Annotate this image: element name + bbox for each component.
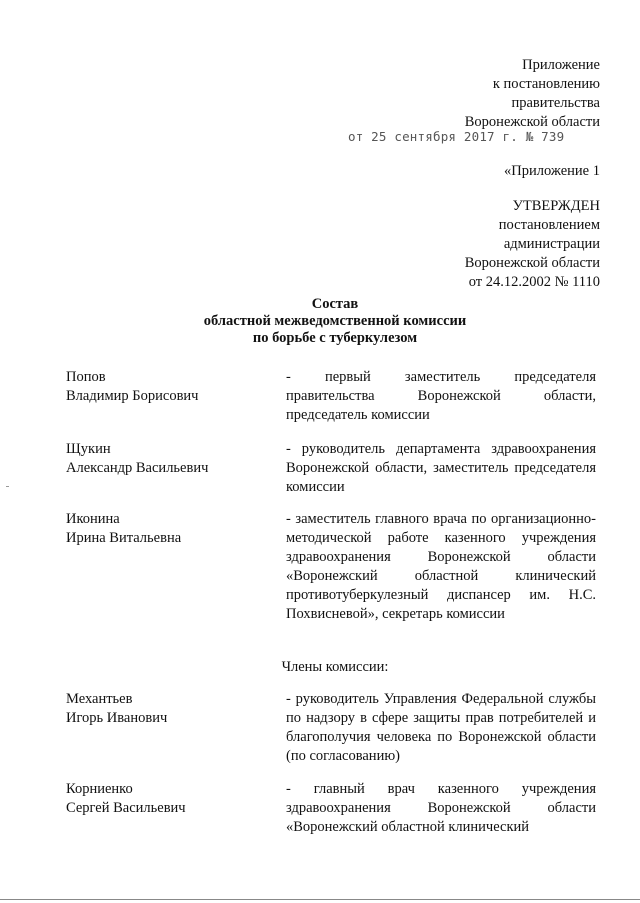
member-role: - первый заместитель председателя правительства Воронежской области, председатель комиссии	[286, 369, 596, 423]
leadership-list	[66, 368, 606, 624]
appendix-line-4: Воронежской области	[464, 114, 600, 130]
member-name	[66, 510, 286, 624]
appendix-line-3: правительства	[511, 95, 600, 111]
member-name	[66, 780, 286, 837]
appendix-line-2: к постановлению	[492, 76, 600, 92]
member-role: - главный врач казенного учреждения здравоохранения Воронежской области «Воронежский областной клинический	[286, 781, 596, 835]
appendix-1-label: «Приложение 1	[504, 163, 600, 179]
approved-line-3: Воронежской области	[464, 255, 600, 271]
date-stamp: от 25 сентября 2017 г. № 739	[348, 129, 565, 144]
member-surname: Иконина	[66, 511, 120, 527]
member-name	[66, 440, 286, 510]
title-line-3: по борьбе с туберкулезом	[252, 330, 418, 346]
member-row	[66, 368, 606, 440]
member-name	[66, 690, 286, 780]
document-title	[0, 296, 640, 347]
title-line-2: областной межведомственной комиссии	[203, 313, 467, 329]
member-surname: Корниенко	[66, 781, 133, 797]
approved-heading: УТВЕРЖДЕН	[512, 198, 600, 214]
member-name	[66, 368, 286, 440]
member-row	[66, 690, 606, 780]
approved-line-4: от 24.12.2002 № 1110	[468, 274, 600, 290]
member-given-name: Владимир Борисович	[66, 388, 199, 404]
member-surname: Щукин	[66, 441, 111, 457]
member-role: - руководитель департамента здравоохранения Воронежской области, заместитель председателя комиссии	[286, 441, 596, 495]
member-row	[66, 510, 606, 624]
appendix-line-1: Приложение	[522, 57, 600, 73]
member-role: - руководитель Управления Федеральной службы по надзору в сфере защиты прав потребителей и благополучия человека по Воронежской области (по согласованию)	[286, 691, 596, 764]
member-surname: Попов	[66, 369, 106, 385]
member-surname: Механтьев	[66, 691, 133, 707]
members-section-heading: Члены комиссии:	[281, 659, 389, 675]
member-row	[66, 440, 606, 510]
member-role: - заместитель главного врача по организационно-методической работе казенного учреждения здравоохранения Воронежской области «Воронежский областной клинический противотуберкулезный диспансер им. Н.С. Похвисневой», секретарь комиссии	[286, 511, 596, 622]
member-given-name: Александр Васильевич	[66, 460, 209, 476]
members-list	[66, 690, 606, 837]
member-given-name: Ирина Витальевна	[66, 530, 182, 546]
approved-line-2: администрации	[503, 236, 600, 252]
member-given-name: Сергей Васильевич	[66, 800, 186, 816]
title-line-1: Состав	[311, 296, 359, 312]
scan-edge-line	[0, 899, 640, 900]
approved-line-1: постановлением	[498, 217, 600, 233]
approval-block	[380, 197, 600, 292]
member-given-name: Игорь Иванович	[66, 710, 168, 726]
scan-mark	[6, 486, 9, 487]
appendix-header	[360, 56, 600, 132]
member-row	[66, 780, 606, 837]
